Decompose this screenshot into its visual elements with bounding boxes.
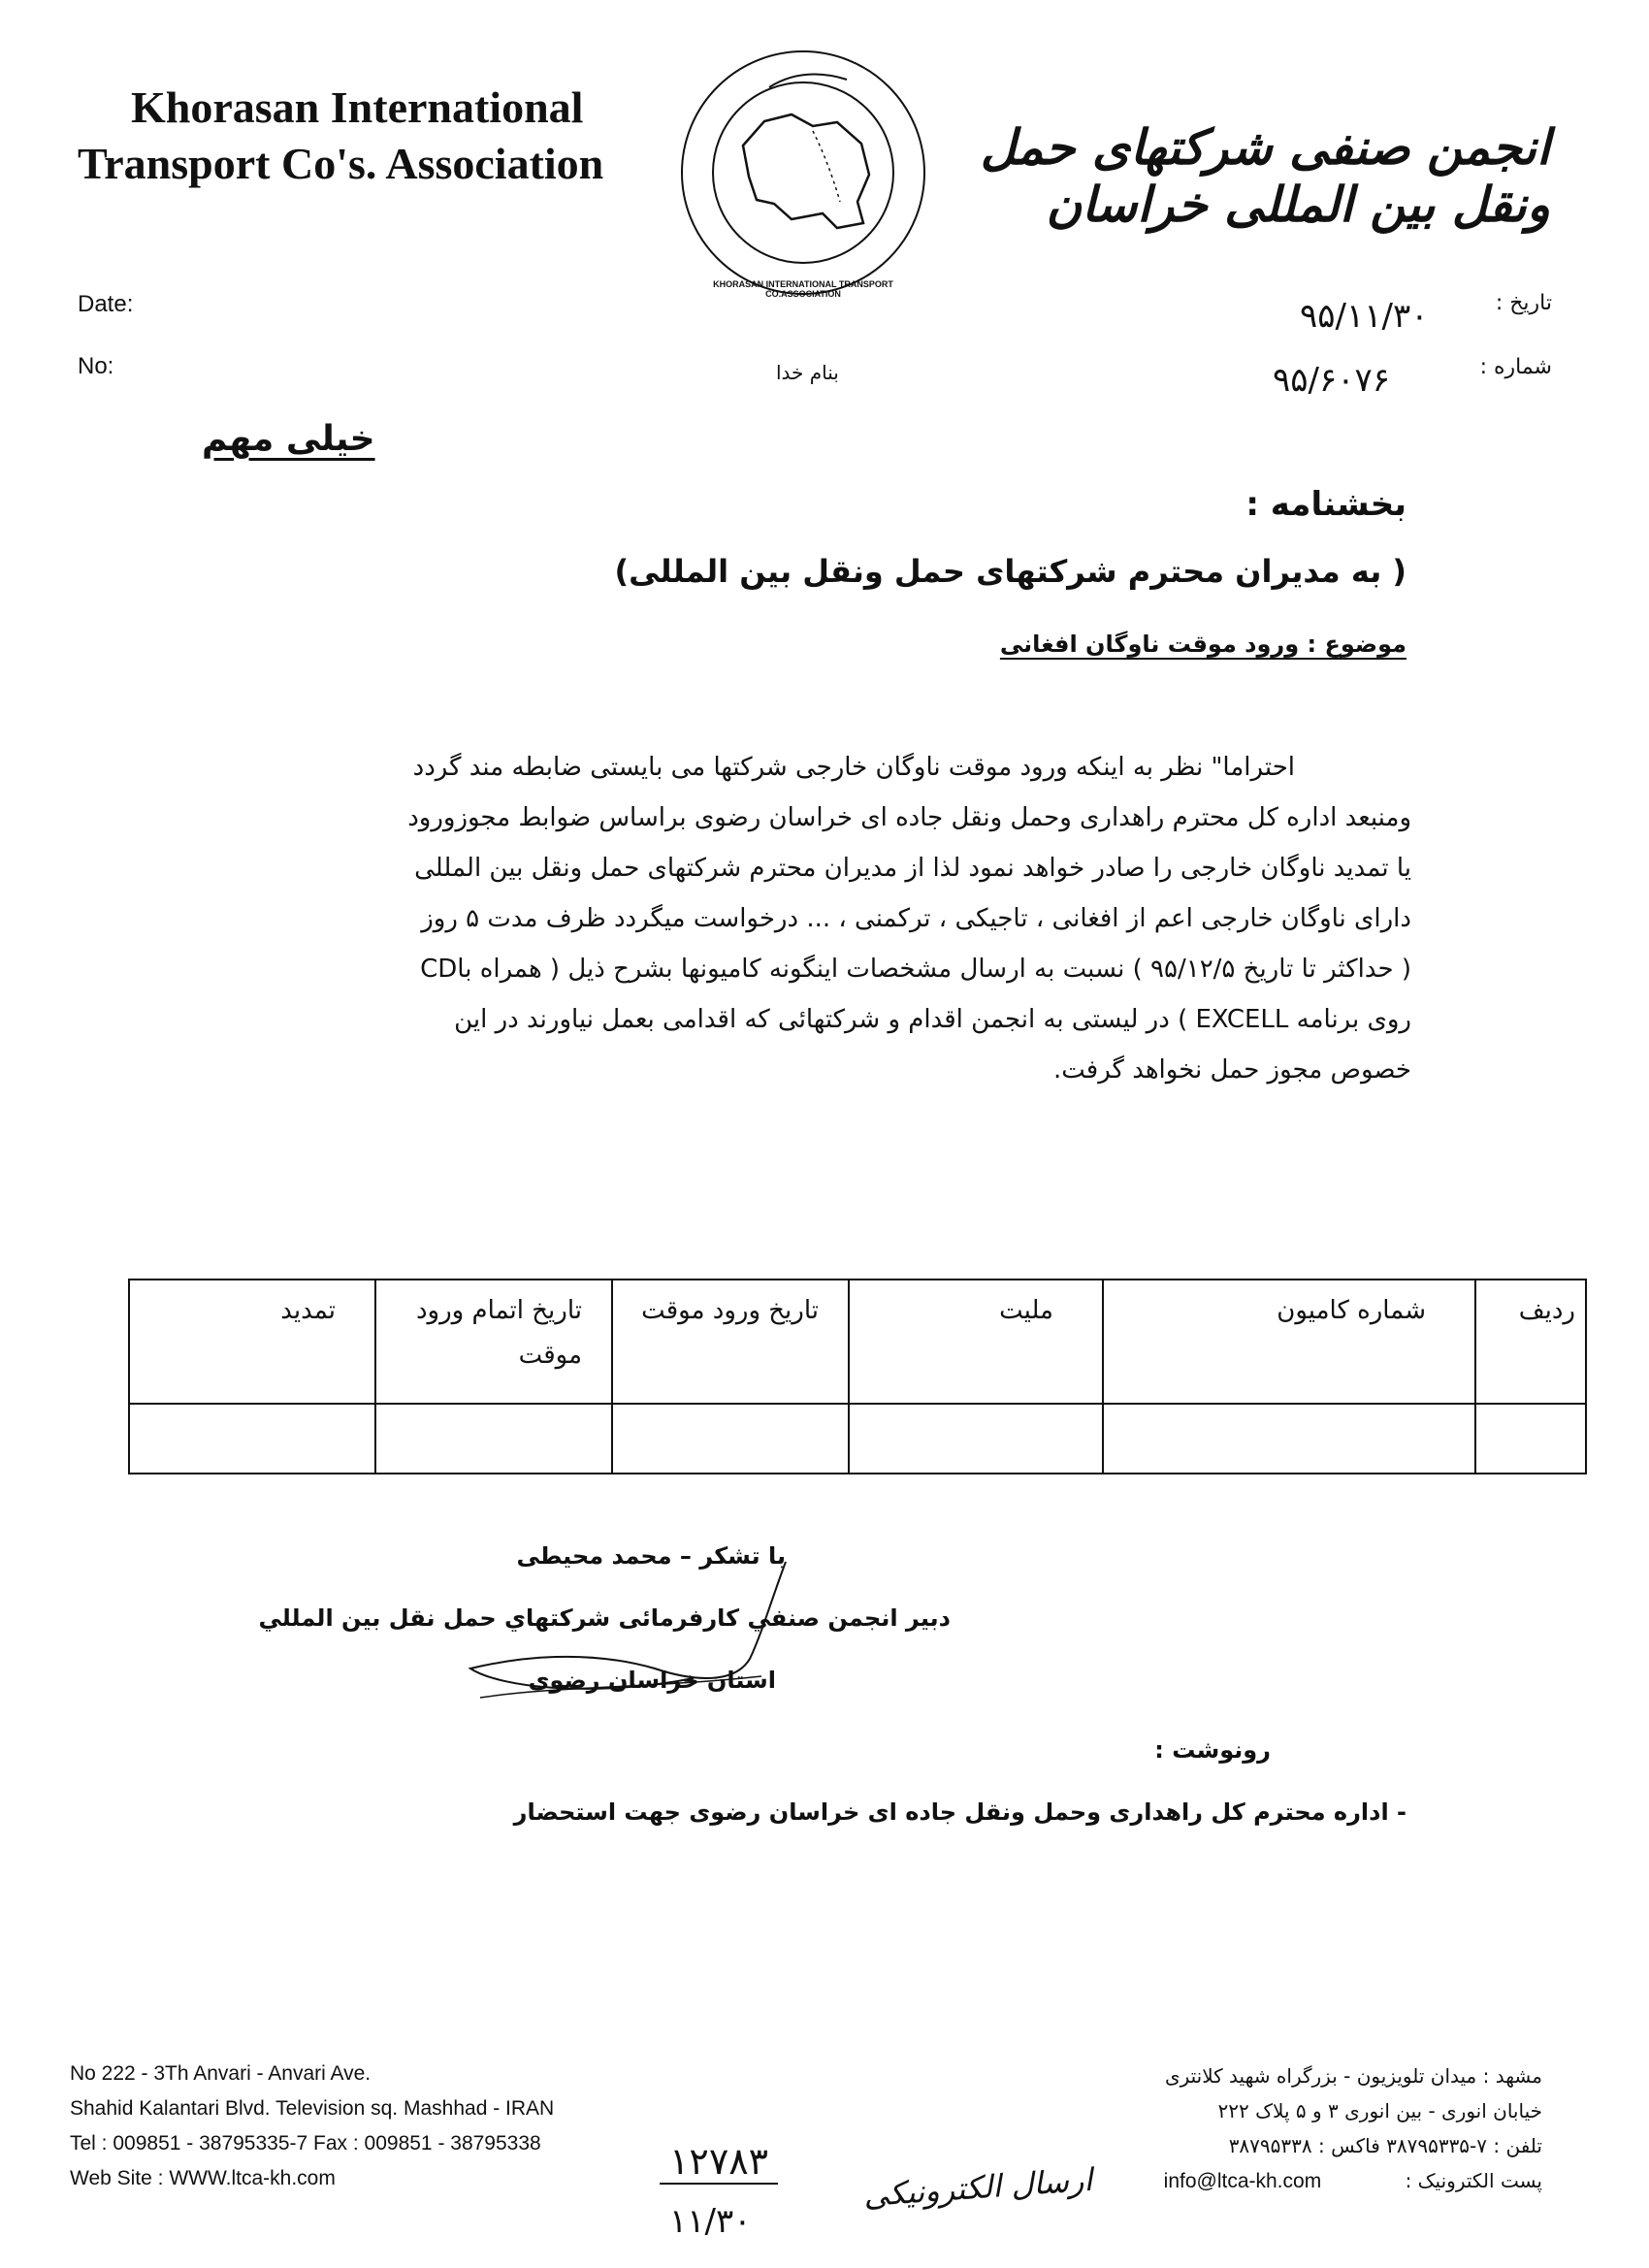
table-header-cell: شماره کامیون [1103,1280,1475,1404]
table-cell [129,1404,375,1474]
handwritten-reference-date: ۱۱/۳۰ [669,2202,752,2241]
body-line: ومنبعد اداره کل محترم راهداری وحمل ونقل جاده ای خراسان رضوی براساس ضوابط مجوزورود [407,803,1411,832]
date-label-en: Date: [78,291,134,317]
footer-fa-line [1086,2163,1542,2199]
date-label-fa: تاریخ : [1495,291,1552,315]
body-line: دارای ناوگان خارجی اعم از افغانی ، تاجیکی ، ترکمنی ، ... درخواست میگردد ظرف مدت ۵ روز [421,904,1411,933]
circular-subject: موضوع : ورود موقت ناوگان افغانی [999,631,1406,658]
handwritten-signature [441,1542,791,1721]
footer-en-line: No 222 - 3Th Anvari - Anvari Ave. [70,2062,372,2085]
logo-ring-text: KHORASAN INTERNATIONAL TRANSPORT CO.ASSOCIATION [713,279,893,299]
footer-address-fa [1086,2058,1542,2199]
table-cell [612,1404,849,1474]
table-header-cell: ملیت [849,1280,1103,1404]
signature-title-line2: استان خراسان رضوی [528,1667,776,1694]
org-name-en [78,80,660,192]
org-name-en-line1: Khorasan International [131,82,584,132]
table-header-row [129,1280,1586,1404]
body-line: یا تمدید ناوگان خارجی را صادر خواهد نمود لذا از مدیران محترم شرکتهای حمل ونقل بین المللی [414,854,1411,883]
footer-fa-line: مشهد : میدان تلویزیون - بزرگراه شهید کلانتری [1164,2064,1542,2088]
number-label-fa: شماره : [1479,355,1552,379]
cc-item: - اداره محترم کل راهداری وحمل ونقل جاده ای خراسان رضوی جهت استحضار [513,1798,1406,1826]
table-cell [375,1404,612,1474]
signature-title-line1: دبیر انجمن صنفي کارفرمائی شرکتهاي حمل نقل بین المللي [258,1604,951,1632]
body-paragraph [199,742,1411,1095]
footer-fa-line: تلفن : ۷-۳۸۷۹۵۳۳۵ فاکس : ۳۸۷۹۵۳۳۸ [1228,2134,1542,2157]
footer-fa-line: خیابان انوری - بین انوری ۳ و ۵ پلاک ۲۲۲ [1217,2099,1542,2122]
table-cell [1103,1404,1475,1474]
truck-registration-table [128,1279,1587,1474]
table-header-cell: تمدید [129,1280,375,1404]
urgent-stamp: خیلی مهم [202,419,375,459]
body-line: احتراما" نظر به اینکه ورود موقت ناوگان خارجی شرکتها می بایستی ضابطه مند گردد [412,753,1295,782]
footer-email: info@ltca-kh.com [1163,2170,1322,2192]
number-value: ۹۵/۶۰۷۶ [1273,361,1391,400]
no-label-en: No: [78,353,114,379]
date-value: ۹۵/۱۱/۳۰ [1300,297,1429,336]
org-name-fa: انجمن صنفی شرکتهای حمل ونقل بین المللی خراسان [980,118,1550,233]
table-header-cell: ردیف [1475,1280,1586,1404]
signature-thanks: با تشکر – محمد محیطی [516,1542,786,1570]
circular-heading: بخشنامه : [1245,485,1406,524]
footer-address-en [70,2057,554,2196]
body-line: خصوص مجوز حمل نخواهد گرفت. [1052,1055,1411,1085]
table-header-cell: تاریخ ورود موقت [612,1280,849,1404]
bismillah: بنام خدا [776,361,839,384]
body-line: روی برنامه EXCELL ) در لیستی به انجمن اقدام و شرکتهائی که اقدامی بعمل نیاورند در این [454,1005,1411,1034]
org-name-en-line2: Transport Co's. Association [78,139,604,188]
table-cell [849,1404,1103,1474]
footer-en-line: Tel : 009851 - 38795335-7 Fax : 009851 - 38795338 [70,2132,541,2155]
footer-en-line: Web Site : WWW.ltca-kh.com [70,2167,336,2189]
cc-label: رونوشت : [1154,1736,1271,1764]
table-row [129,1404,1586,1474]
table-header-cell: تاریخ اتمام ورود موقت [375,1280,612,1404]
footer-email-label: پست الکترونیک : [1405,2169,1542,2192]
circular-recipient: ( به مدیران محترم شرکتهای حمل ونقل بین المللی) [614,553,1406,590]
footer-en-line: Shahid Kalantari Blvd. Television sq. Mashhad - IRAN [70,2097,555,2120]
handwritten-note: ارسال الکترونیکی [861,2160,1094,2215]
body-line: ( حداکثر تا تاریخ ۹۵/۱۲/۵ ) نسبت به ارسال مشخصات اینگونه کامیونها بشرح ذیل ( همراه باCD [420,955,1411,984]
handwritten-reference-number: ۱۲۷۸۳ [660,2140,778,2185]
table-cell [1475,1404,1586,1474]
